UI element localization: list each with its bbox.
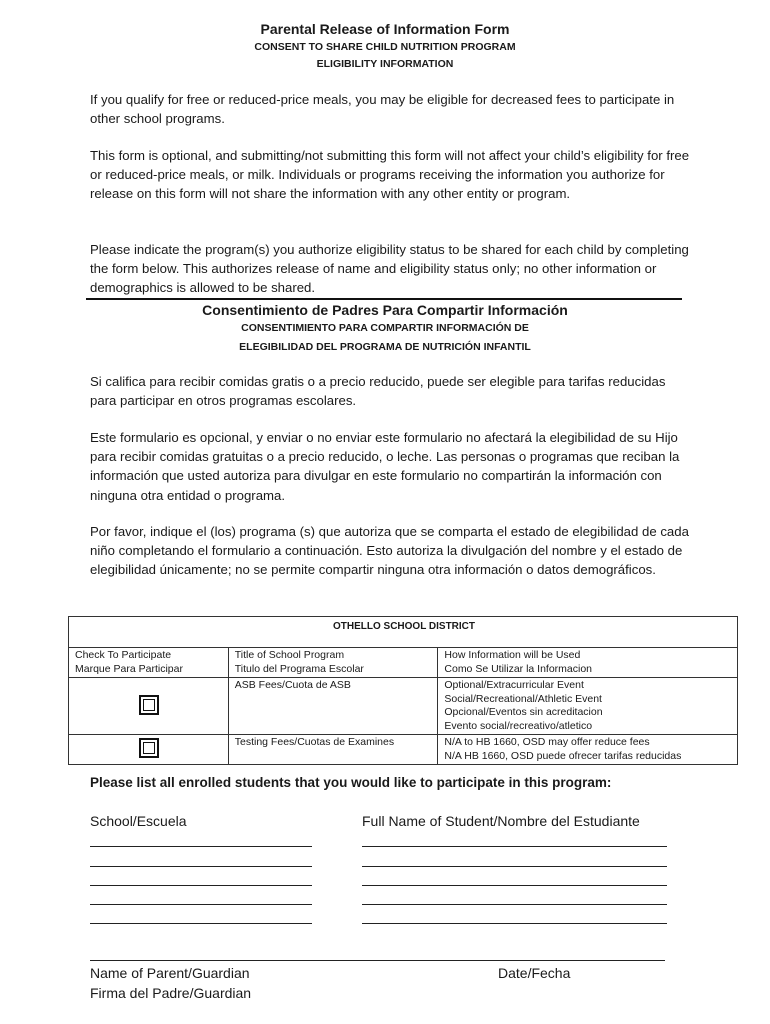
student-name-line-3[interactable] (362, 885, 667, 886)
signature-line[interactable] (90, 960, 665, 961)
form-title-english: Parental Release of Information Form (260, 21, 510, 37)
student-name-label: Full Name of Student/Nombre del Estudiante (362, 813, 640, 829)
school-entry-line-4[interactable] (90, 904, 312, 905)
header-use (438, 648, 738, 678)
spanish-paragraph-1: Si califica para recibir comidas gratis o a precio reducido, puede ser elegible para tarifas reducidas para participar en otros programas escolares. (90, 374, 666, 409)
header-use-en: How Information will be Used (444, 649, 581, 661)
header-check-es: Marque Para Participar (75, 662, 183, 675)
asb-program-title: ASB Fees/Cuota de ASB (228, 678, 438, 735)
student-name-line-2[interactable] (362, 866, 667, 867)
student-name-line-1[interactable] (362, 846, 667, 847)
english-paragraph-2: This form is optional, and submitting/not submitting this form will not affect your child’s eligibility for free or reduced-price meals, or milk. Individuals or programs receiving the information you authorize for release on this form will not share the information with any other entity or program. (90, 148, 690, 202)
form-subtitle-spanish-2: ELEGIBILIDAD DEL PROGRAMA DE NUTRICIÓN INFANTIL (239, 341, 531, 353)
testing-use-line: N/A to HB 1660, OSD may offer reduce fees (444, 736, 650, 748)
table-row (69, 678, 738, 735)
header-use-es: Como Se Utilizar la Informacion (444, 662, 593, 675)
parent-name-label-en: Name of Parent/Guardian (90, 965, 250, 981)
header-title-es: Titulo del Programa Escolar (234, 662, 364, 675)
header-check (69, 648, 229, 678)
form-subtitle-spanish-1: CONSENTIMIENTO PARA COMPARTIR INFORMACIÓN DE (241, 322, 529, 334)
asb-checkbox-cell (69, 678, 229, 735)
english-paragraph-1: If you qualify for free or reduced-price meals, you may be eligible for decreased fees to participate in other school programs. (90, 92, 675, 127)
asb-use-line: Evento social/recreativo/atletico (444, 719, 593, 732)
asb-use-line: Optional/Extracurricular Event (444, 679, 584, 691)
table-row (69, 735, 738, 765)
asb-use-cell (438, 678, 738, 735)
asb-fees-checkbox[interactable] (139, 695, 159, 715)
student-name-line-5[interactable] (362, 923, 667, 924)
school-label: School/Escuela (90, 813, 187, 829)
parent-name-label-es: Firma del Padre/Guardian (90, 985, 252, 1001)
header-check-en: Check To Participate (75, 649, 172, 661)
header-title (228, 648, 438, 678)
parent-name-label (90, 963, 251, 1003)
form-subtitle-english-1: CONSENT TO SHARE CHILD NUTRITION PROGRAM (254, 41, 516, 53)
spanish-paragraph-3: Por favor, indique el (los) programa (s) que autoriza que se comparta el estado de elegibilidad de cada niño completando el formulario a continuación. Esto autoriza la divulgación del nombre y el estado de elegibilidad únicamente; no se permite compartir ninguna otra información o datos demográficos. (90, 524, 689, 578)
form-title-spanish: Consentimiento de Padres Para Compartir Información (202, 302, 568, 318)
testing-fees-checkbox[interactable] (139, 738, 159, 758)
school-entry-line-2[interactable] (90, 866, 312, 867)
students-heading: Please list all enrolled students that you would like to participate in this program: (90, 775, 612, 790)
testing-checkbox-cell (69, 735, 229, 765)
student-name-line-4[interactable] (362, 904, 667, 905)
date-label: Date/Fecha (498, 965, 571, 981)
asb-use-line: Opcional/Eventos sin acreditacion (444, 706, 603, 718)
table-header-row (69, 648, 738, 678)
program-table (68, 616, 738, 765)
section-divider (86, 298, 682, 300)
form-subtitle-english-2: ELIGIBILITY INFORMATION (316, 58, 454, 70)
testing-use-line: N/A HB 1660, OSD puede ofrecer tarifas reducidas (444, 749, 682, 762)
header-title-en: Title of School Program (234, 649, 345, 661)
school-entry-line-5[interactable] (90, 923, 312, 924)
school-entry-line-3[interactable] (90, 885, 312, 886)
asb-use-line: Social/Recreational/Athletic Event (444, 692, 602, 705)
district-name: OTHELLO SCHOOL DISTRICT (69, 617, 738, 648)
school-entry-line-1[interactable] (90, 846, 312, 847)
testing-use-cell (438, 735, 738, 765)
english-paragraph-3: Please indicate the program(s) you authorize eligibility status to be shared for each child by completing the form below. This authorizes release of name and eligibility status only; no other information or demographics is allowed to be shared. (90, 242, 689, 296)
testing-program-title: Testing Fees/Cuotas de Examines (228, 735, 438, 765)
spanish-paragraph-2: Este formulario es opcional, y enviar o no enviar este formulario no afectará la elegibilidad de su Hijo para recibir comidas gratuitas o a precio reducido, o leche. Las personas o programas que reciban la información que usted autoriza para divulgar en este formulario no compartirán la información con ninguna otra entidad o programa. (90, 430, 680, 503)
